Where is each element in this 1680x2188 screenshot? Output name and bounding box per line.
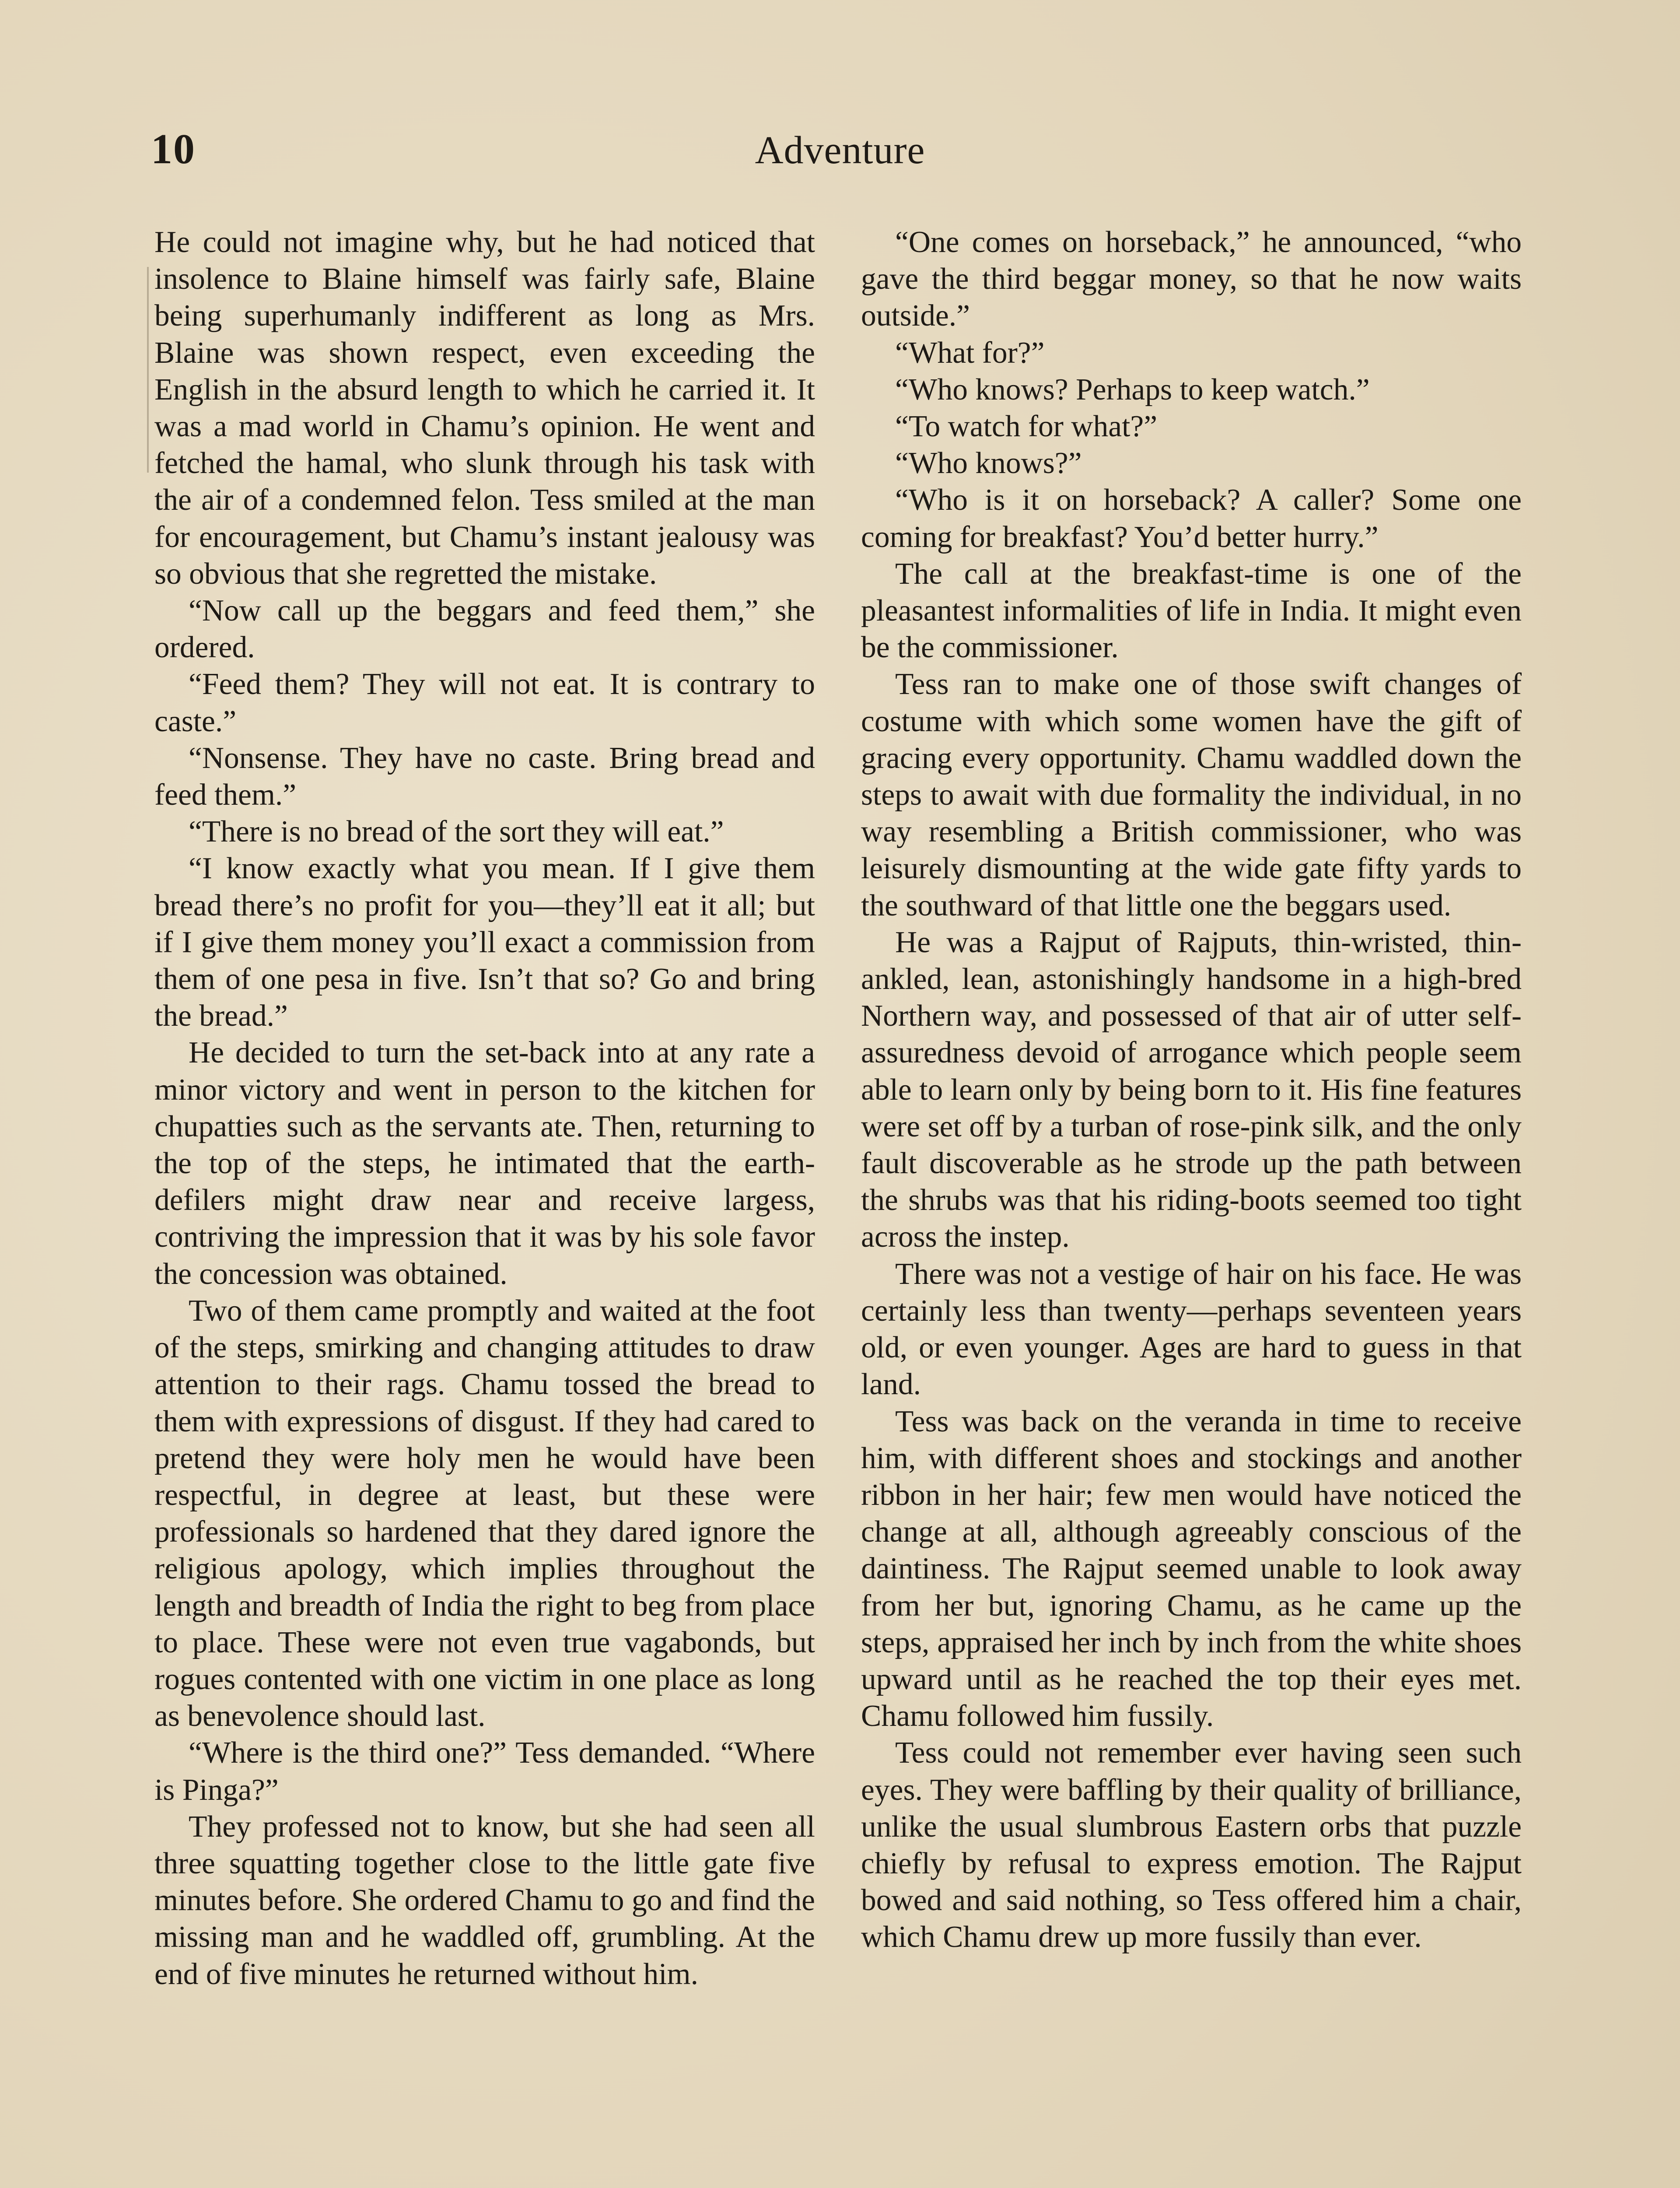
- paragraph: They professed not to know, but she had seen all three squatting together close to the little gate five minutes before. She ordered Chamu to go and find the missing man and he waddled off, grumbling. At the end of five minutes he returned without him.: [154, 1809, 815, 1991]
- paragraph: “To watch for what?”: [895, 410, 1158, 444]
- paragraph: “Now call up the beggars and feed them,” she ordered.: [154, 594, 815, 665]
- paragraph: “What for?”: [895, 336, 1045, 370]
- paragraph: “I know exactly what you mean. If I give them bread there’s no profit for you—they’ll eat it all; but if I give them money you’ll exact a commission from them of one pesa in five. Isn’t that so? Go and bring the bread.”: [154, 852, 815, 1033]
- paragraph: “Who knows? Perhaps to keep watch.”: [895, 372, 1370, 407]
- paragraph: “Nonsense. They have no caste. Bring bread and feed them.”: [154, 741, 815, 812]
- left-column: [154, 224, 815, 1993]
- paragraph: “Feed them? They will not eat. It is contrary to caste.”: [154, 667, 815, 738]
- running-title: Adventure: [755, 129, 925, 172]
- margin-pencil-mark: [147, 267, 149, 473]
- paragraph: Two of them came promptly and waited at the foot of the steps, smirking and changing attitudes to draw attention to their rags. Chamu tossed the bread to them with expressions of disgust. If they had cared to pretend they were holy men he would have been respectful, in degree at least, but these were professionals so hardened that they dared ignore the religious apology, which implies throughout the length and breadth of India the right to beg from place to place. These were not even true vagabonds, but rogues contented with one victim in one place as long as benevolence should last.: [154, 1294, 815, 1733]
- paragraph: “Who is it on horseback? A caller? Some one coming for breakfast? You’d better hurry.”: [861, 483, 1522, 554]
- paragraph: “One comes on horseback,” he announced, “who gave the third beggar money, so that he now waits outside.”: [861, 225, 1522, 333]
- paragraph: He was a Rajput of Rajputs, thin-wristed, thin-ankled, lean, astonishingly handsome in a high-bred Northern way, and possessed of that air of utter self-assuredness devoid of arrogance which people seem able to learn only by being born to it. His fine features were set off by a turban of rose-pink silk, and the only fault discoverable as he strode up the path between the shrubs was that his riding-boots seemed too tight across the instep.: [861, 925, 1522, 1254]
- paragraph: Tess ran to make one of those swift changes of costume with which some women have the gift of gracing every opportunity. Chamu waddled down the steps to await with due formality the individual, in no way resembling a British commissioner, who was leisurely dismounting at the wide gate fifty yards to the southward of that little one the beggars used.: [861, 667, 1522, 922]
- paragraph: “There is no bread of the sort they will eat.”: [189, 815, 724, 849]
- paragraph: He could not imagine why, but he had noticed that insolence to Blaine himself was fairly safe, Blaine being superhumanly indifferent as long as Mrs. Blaine was shown respect, even exceeding the English in the absurd length to which he carried it. It was a mad world in Chamu’s opinion. He went and fetched the hamal, who slunk through his task with the air of a condemned felon. Tess smiled at the man for encouragement, but Chamu’s instant jealousy was so obvious that she regretted the mistake.: [154, 225, 815, 591]
- paragraph: “Who knows?”: [895, 446, 1082, 480]
- paragraph: Tess was back on the veranda in time to receive him, with different shoes and stockings and another ribbon in her hair; few men would have noticed the change at all, although agreeably conscious of the daintiness. The Rajput seemed unable to look away from her but, ignoring Chamu, as he came up the steps, appraised her inch by inch from the white shoes upward until as he reached the top their eyes met. Chamu followed him fussily.: [861, 1404, 1522, 1733]
- paragraph: He decided to turn the set-back into at any rate a minor victory and went in person to the kitchen for chupatties such as the servants ate. Then, returning to the top of the steps, he intimated that the earth-defilers might draw near and receive largess, contriving the impression that it was by his sole favor the concession was obtained.: [154, 1036, 815, 1291]
- paragraph: The call at the breakfast-time is one of the pleasantest informalities of life in India. It might even be the commissioner.: [861, 557, 1522, 665]
- paragraph: There was not a vestige of hair on his face. He was certainly less than twenty—perhaps seventeen years old, or even younger. Ages are hard to guess in that land.: [861, 1257, 1522, 1402]
- right-column: [861, 224, 1522, 1956]
- page-number: 10: [151, 126, 196, 173]
- paragraph: Tess could not remember ever having seen such eyes. They were baffling by their quality of brilliance, unlike the usual slumbrous Eastern orbs that puzzle chiefly by refusal to express emotion. The Rajput bowed and said nothing, so Tess offered him a chair, which Chamu drew up more fussily than ever.: [861, 1736, 1522, 1954]
- paragraph: “Where is the third one?” Tess demanded. “Where is Pinga?”: [154, 1736, 815, 1807]
